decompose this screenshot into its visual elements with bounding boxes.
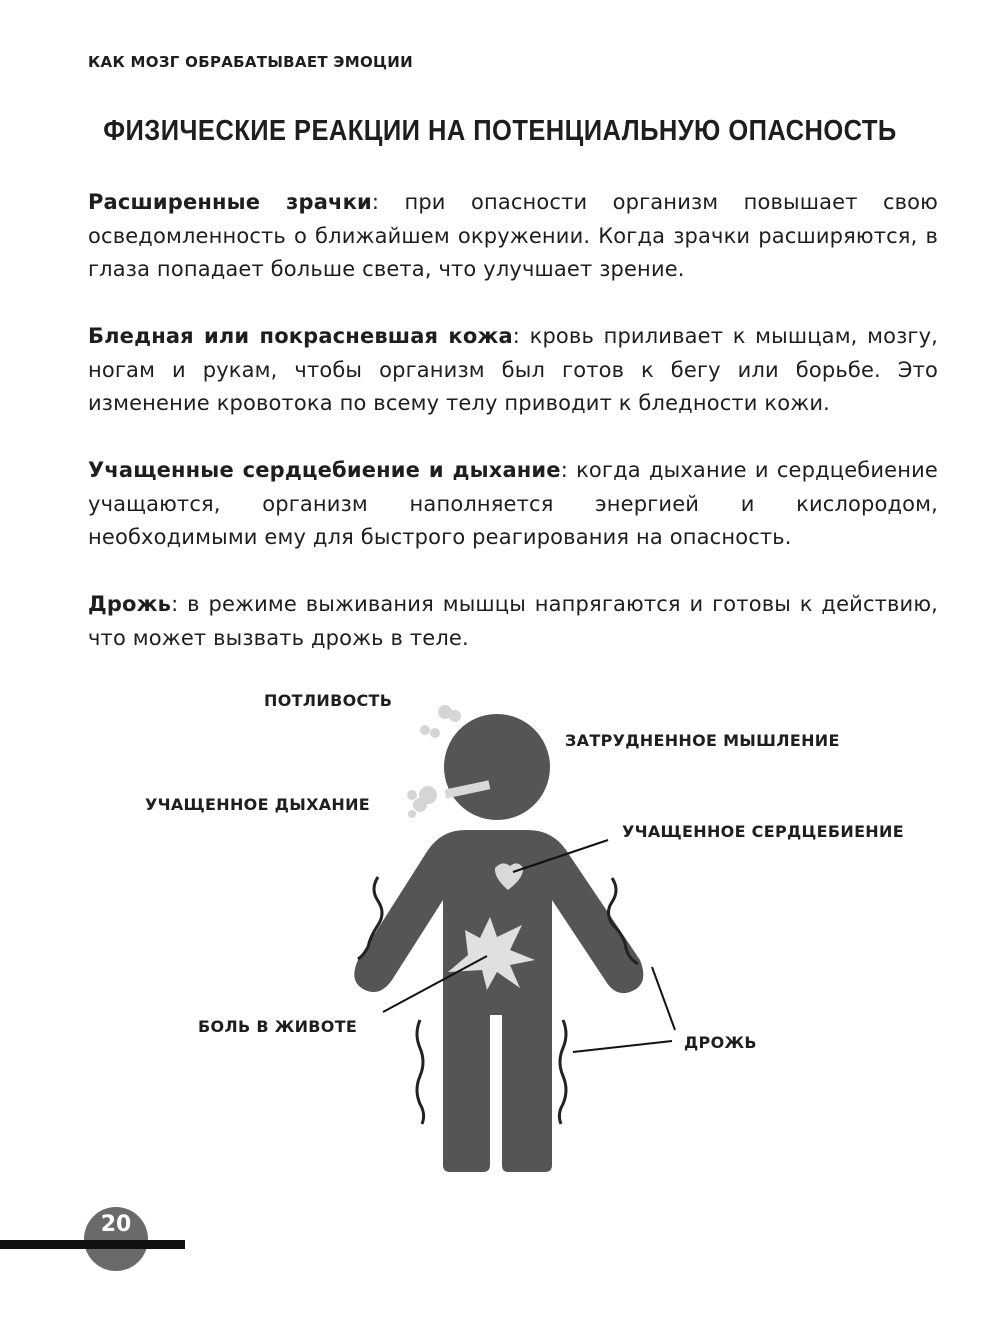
tremble-right-leg-icon	[559, 1020, 566, 1124]
definition: : когда дыхание и сердцебиение учащаются, организм наполняется энергией и кислородом, необходимыми ему для быстрого реагирования на опасность.	[88, 458, 938, 549]
term: Дрожь	[88, 592, 172, 616]
label-trembling: ДРОЖЬ	[684, 1033, 757, 1052]
label-rapid-breathing: УЧАЩЕННОЕ ДЫХАНИЕ	[145, 795, 371, 814]
definition: : при опасности организм повышает свою осведомленность о ближайшем окружении. Когда зрачки расширяются, в глаза попадает больше света, что улучшает зрение.	[88, 190, 938, 281]
definition: : в режиме выживания мышцы напрягаются и готовы к действию, что может вызвать дрожь в теле.	[88, 592, 938, 650]
term: Учащенные сердцебиение и дыхание	[88, 458, 561, 482]
label-sweating: ПОТЛИВОСТЬ	[264, 691, 393, 710]
page-footer-bar	[0, 1240, 185, 1249]
head	[444, 714, 550, 820]
page-number: 20	[100, 1212, 132, 1237]
term: Расширенные зрачки	[88, 190, 372, 214]
running-header: КАК МОЗГ ОБРАБАТЫВАЕТ ЭМОЦИИ	[88, 53, 413, 71]
page-title: ФИЗИЧЕСКИЕ РЕАКЦИИ НА ПОТЕНЦИАЛЬНУЮ ОПАСНОСТЬ	[103, 115, 897, 147]
label-stomach-pain: БОЛЬ В ЖИВОТЕ	[198, 1017, 358, 1036]
label-impaired-thinking: ЗАТРУДНЕННОЕ МЫШЛЕНИЕ	[565, 731, 840, 750]
torso-limbs	[354, 830, 643, 1172]
label-rapid-heartbeat: УЧАЩЕННОЕ СЕРДЦЕБИЕНИЕ	[622, 822, 904, 841]
tremble-left-leg-icon	[417, 1020, 424, 1124]
term: Бледная или покрасневшая кожа	[88, 324, 513, 348]
definition: : кровь приливает к мышцам, мозгу, ногам и рукам, чтобы организм был готов к бегу или борьбе. Это изменение кровотока по всему телу приводит к бледности кожи.	[88, 324, 939, 415]
